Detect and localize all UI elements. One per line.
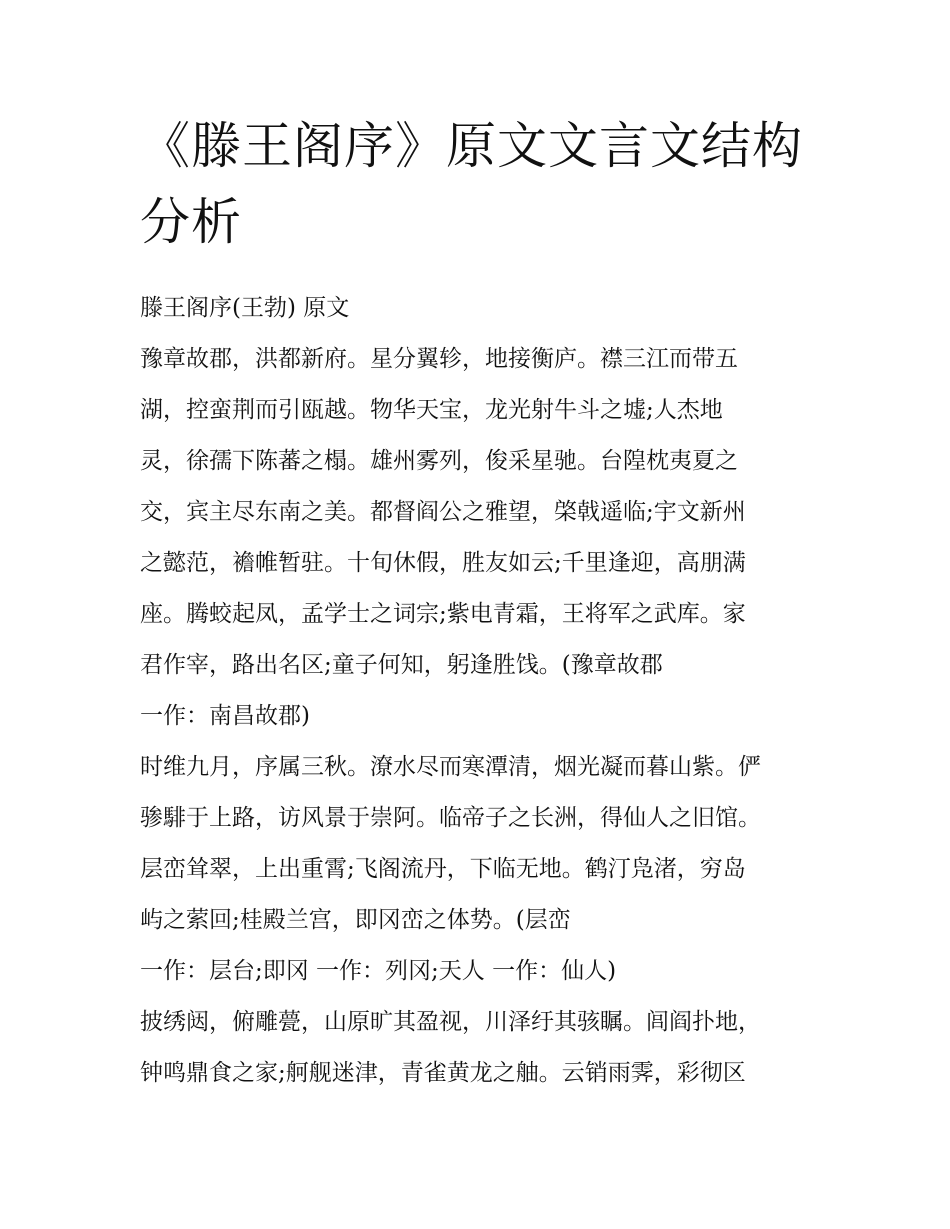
text-line: 屿之萦回;桂殿兰宫，即冈峦之体势。(层峦 — [140, 907, 571, 933]
subtitle-line: 滕王阁序(王勃) 原文 — [140, 295, 350, 321]
text-line: 湖，控蛮荆而引瓯越。物华天宝，龙光射牛斗之墟;人杰地 — [140, 397, 723, 423]
text-line: 豫章故郡，洪都新府。星分翼轸，地接衡庐。襟三江而带五 — [140, 346, 738, 372]
text-line: 灵，徐孺下陈蕃之榻。雄州雾列，俊采星驰。台隍枕夷夏之 — [140, 448, 738, 474]
text-line: 交，宾主尽东南之美。都督阎公之雅望，棨戟遥临;宇文新州 — [140, 499, 746, 525]
text-line: 层峦耸翠，上出重霄;飞阁流丹，下临无地。鹤汀凫渚，穷岛 — [140, 856, 746, 882]
text-line: 之懿范，襜帷暂驻。十旬休假，胜友如云;千里逢迎，高朋满 — [140, 550, 746, 576]
document-title — [140, 108, 820, 260]
text-line: 君作宰，路出名区;童子何知，躬逢胜饯。(豫章故郡 — [140, 652, 663, 678]
document-body — [140, 283, 840, 1099]
text-line: 钟鸣鼎食之家;舸舰迷津，青雀黄龙之舳。云销雨霁，彩彻区 — [140, 1060, 746, 1086]
title-line: 分析 — [140, 193, 242, 251]
text-line: 一作：南昌故郡) — [140, 703, 310, 729]
text-line: 骖騑于上路，访风景于崇阿。临帝子之长洲，得仙人之旧馆。 — [140, 805, 761, 831]
text-line: 座。腾蛟起凤，孟学士之词宗;紫电青霜，王将军之武库。家 — [140, 601, 746, 627]
text-line: 一作：层台;即冈 一作：列冈;天人 一作：仙人) — [140, 958, 617, 984]
text-line: 时维九月，序属三秋。潦水尽而寒潭清，烟光凝而暮山紫。俨 — [140, 754, 761, 780]
text-line: 披绣闼，俯雕甍，山原旷其盈视，川泽纡其骇瞩。闾阎扑地， — [140, 1009, 761, 1035]
title-line: 《滕王阁序》原文文言文结构 — [140, 117, 803, 175]
